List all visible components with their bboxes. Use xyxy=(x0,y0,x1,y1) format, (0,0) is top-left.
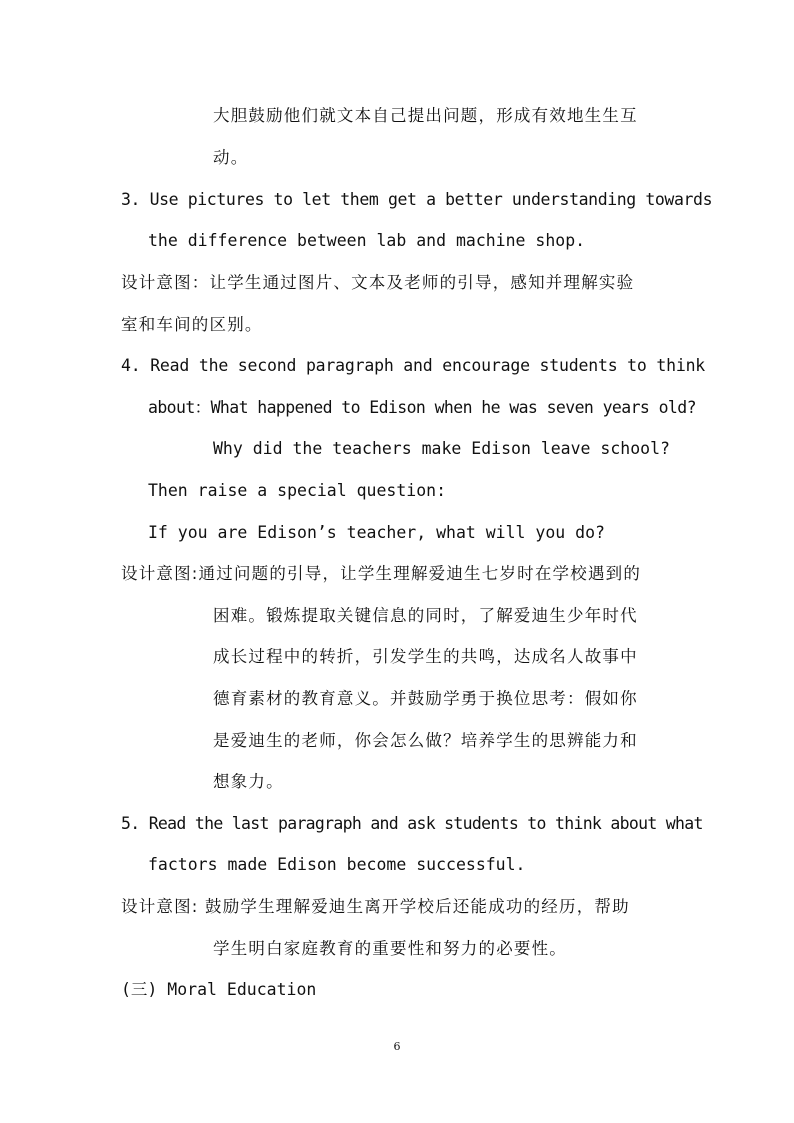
text-line: 困难。锻炼提取关键信息的同时，了解爱迪生少年时代 xyxy=(213,606,638,625)
text-line: 学生明白家庭教育的重要性和努力的必要性。 xyxy=(213,939,567,958)
text-line: 大胆鼓励他们就文本自己提出问题，形成有效地生生互 xyxy=(213,106,638,125)
section-heading: (三) Moral Education xyxy=(121,980,317,999)
text-line: 动。 xyxy=(213,148,249,167)
page-number: 6 xyxy=(393,1040,401,1053)
text-line: factors made Edison become successful. xyxy=(148,855,526,874)
list-item-4: 4. Read the second paragraph and encourage students to think xyxy=(121,356,706,375)
text-line: 是爱迪生的老师，你会怎么做？培养学生的思辨能力和 xyxy=(213,731,638,750)
design-intent-label: 设计意图: 鼓励学生理解爱迪生离开学校后还能成功的经历，帮助 xyxy=(121,897,630,916)
text-line: the difference between lab and machine shop. xyxy=(148,231,586,250)
text-line: Then raise a special question: xyxy=(148,481,447,500)
text-line: about：What happened to Edison when he was seven years old? xyxy=(148,398,696,417)
list-item-3: 3. Use pictures to let them get a better understanding towards xyxy=(121,190,713,209)
text-line: 成长过程中的转折，引发学生的共鸣，达成名人故事中 xyxy=(213,647,638,666)
text-line: Why did the teachers make Edison leave school? xyxy=(213,439,670,458)
text-line: 室和车间的区别。 xyxy=(121,315,263,334)
design-intent-label: 设计意图：让学生通过图片、文本及老师的引导，感知并理解实验 xyxy=(121,273,635,292)
list-item-5: 5. Read the last paragraph and ask students to think about what xyxy=(121,814,703,833)
text-line: 德育素材的教育意义。并鼓励学勇于换位思考：假如你 xyxy=(213,689,638,708)
text-line: If you are Edison’s teacher, what will you do? xyxy=(148,523,605,542)
text-line: 想象力。 xyxy=(213,772,284,791)
design-intent-label: 设计意图:通过问题的引导，让学生理解爱迪生七岁时在学校遇到的 xyxy=(121,564,642,583)
